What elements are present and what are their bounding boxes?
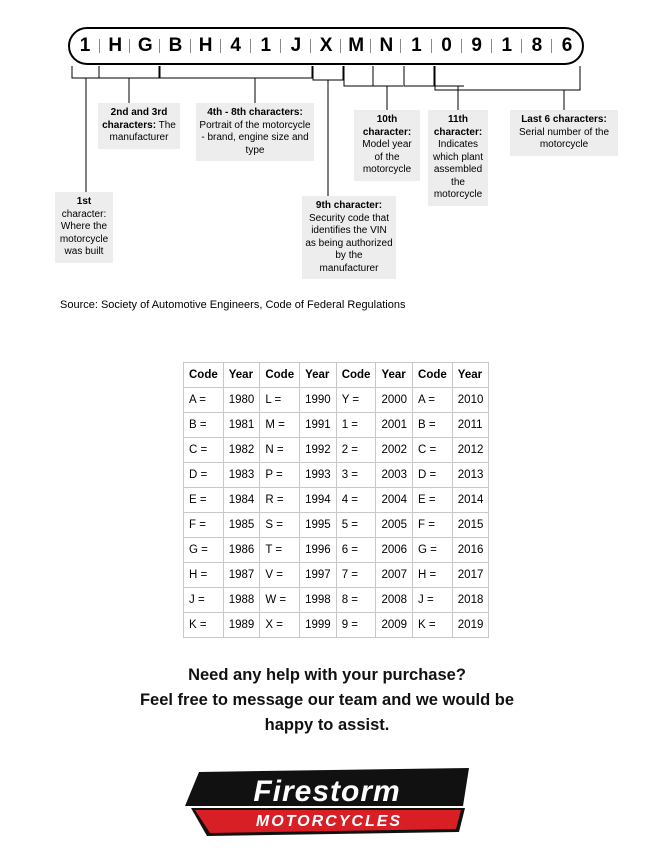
year-cell: 2014 [452, 488, 489, 513]
code-cell: S = [260, 513, 300, 538]
callout-11th-character [428, 110, 488, 206]
table-row [184, 538, 489, 563]
callout-10th-body: Model year of the motorcycle [362, 139, 412, 175]
help-line-2: Feel free to message our team and we would be [139, 691, 515, 709]
year-cell: 1997 [300, 563, 337, 588]
year-cell: 2015 [452, 513, 489, 538]
callout-9th-title: 9th character: [315, 200, 383, 211]
code-cell: 7 = [336, 563, 376, 588]
code-cell: 3 = [336, 463, 376, 488]
year-cell: 1992 [300, 438, 337, 463]
code-cell: 5 = [336, 513, 376, 538]
code-cell: J = [184, 588, 224, 613]
year-cell: 2006 [376, 538, 413, 563]
code-cell: G = [184, 538, 224, 563]
table-row [184, 588, 489, 613]
year-cell: 1995 [300, 513, 337, 538]
table-row [184, 438, 489, 463]
vin-char: 6 [561, 35, 573, 56]
column-header: Code [413, 363, 453, 388]
vin-diagram [0, 0, 654, 311]
table-header-row [184, 363, 489, 388]
code-cell: G = [413, 538, 453, 563]
year-cell: 1999 [300, 613, 337, 638]
code-cell: 9 = [336, 613, 376, 638]
year-cell: 1983 [223, 463, 260, 488]
code-cell: A = [413, 388, 453, 413]
table-row [184, 388, 489, 413]
year-cell: 2003 [376, 463, 413, 488]
vin-character-strip [68, 27, 584, 65]
code-cell: K = [184, 613, 224, 638]
code-cell: P = [260, 463, 300, 488]
help-line-1: Need any help with your purchase? [188, 666, 466, 684]
code-cell: W = [260, 588, 300, 613]
year-cell: 2005 [376, 513, 413, 538]
code-cell: T = [260, 538, 300, 563]
code-cell: F = [413, 513, 453, 538]
vin-char: 1 [401, 35, 431, 57]
year-cell: 1993 [300, 463, 337, 488]
callout-last6-title: Last 6 characters: [521, 114, 607, 125]
year-cell: 2019 [452, 613, 489, 638]
callout-last-6-characters [510, 110, 618, 156]
code-cell: 6 = [336, 538, 376, 563]
callout-10th-title: 10th character: [362, 114, 412, 138]
callout-1st-character [55, 192, 113, 263]
table-row [184, 463, 489, 488]
year-cell: 2008 [376, 588, 413, 613]
code-cell: K = [413, 613, 453, 638]
vin-char: 1 [70, 35, 100, 57]
callout-1st-title: 1st [76, 196, 92, 207]
year-cell: 2013 [452, 463, 489, 488]
logo-brand-text: Firestorm [253, 775, 401, 808]
year-cell: 2016 [452, 538, 489, 563]
code-cell: D = [413, 463, 453, 488]
year-cell: 1989 [223, 613, 260, 638]
vin-char: H [191, 35, 221, 57]
code-cell: 4 = [336, 488, 376, 513]
year-cell: 1991 [300, 413, 337, 438]
vin-char: M [341, 35, 371, 57]
callout-10th-character [354, 110, 420, 181]
code-cell: C = [184, 438, 224, 463]
vin-char: 8 [522, 35, 552, 57]
code-cell: L = [260, 388, 300, 413]
year-cell: 2012 [452, 438, 489, 463]
callout-2nd-3rd-body: The manufacturer [109, 119, 176, 143]
callout-2nd-3rd-characters [98, 103, 180, 149]
table-row [184, 563, 489, 588]
year-cell: 1990 [300, 388, 337, 413]
code-cell: V = [260, 563, 300, 588]
code-cell: H = [184, 563, 224, 588]
code-year-table [183, 362, 489, 638]
code-cell: 8 = [336, 588, 376, 613]
code-cell: E = [184, 488, 224, 513]
year-cell: 1994 [300, 488, 337, 513]
code-cell: R = [260, 488, 300, 513]
vin-char: 1 [251, 35, 281, 57]
column-header: Year [223, 363, 260, 388]
table-row [184, 613, 489, 638]
year-cell: 2011 [452, 413, 489, 438]
column-header: Code [336, 363, 376, 388]
column-header: Year [300, 363, 337, 388]
column-header: Year [452, 363, 489, 388]
column-header: Code [260, 363, 300, 388]
code-cell: B = [184, 413, 224, 438]
model-year-code-table [183, 362, 489, 638]
year-cell: 1985 [223, 513, 260, 538]
callout-4th-8th-characters [196, 103, 314, 161]
year-cell: 1996 [300, 538, 337, 563]
callout-2nd-3rd-title: 2nd and 3rd characters: [102, 107, 168, 131]
year-cell: 2007 [376, 563, 413, 588]
callout-4th-8th-title: 4th - 8th characters: [207, 107, 303, 118]
column-header: Code [184, 363, 224, 388]
year-cell: 2018 [452, 588, 489, 613]
help-line-3: happy to assist. [264, 716, 390, 734]
code-cell: N = [260, 438, 300, 463]
year-cell: 1998 [300, 588, 337, 613]
callout-9th-body: Security code that identifies the VIN as being authorized by the manufacturer [305, 212, 393, 274]
firestorm-motorcycles-logo [177, 762, 477, 842]
callout-last6-body: Serial number of the motorcycle [518, 126, 610, 150]
year-cell: 1986 [223, 538, 260, 563]
code-cell: B = [413, 413, 453, 438]
code-cell: E = [413, 488, 453, 513]
code-cell: 1 = [336, 413, 376, 438]
year-cell: 2001 [376, 413, 413, 438]
code-cell: 2 = [336, 438, 376, 463]
vin-char: 0 [432, 35, 462, 57]
table-row [184, 513, 489, 538]
code-cell: J = [413, 588, 453, 613]
year-cell: 2009 [376, 613, 413, 638]
callout-1st-body: character: Where the motorcycle was built [59, 208, 109, 257]
year-cell: 1988 [223, 588, 260, 613]
code-cell: A = [184, 388, 224, 413]
year-cell: 2010 [452, 388, 489, 413]
year-cell: 1981 [223, 413, 260, 438]
help-message [0, 663, 654, 738]
code-cell: X = [260, 613, 300, 638]
table-row [184, 488, 489, 513]
column-header: Year [376, 363, 413, 388]
vin-char: J [281, 35, 311, 57]
vin-char: X [311, 35, 341, 57]
year-cell: 2002 [376, 438, 413, 463]
code-cell: F = [184, 513, 224, 538]
year-cell: 1984 [223, 488, 260, 513]
vin-char: H [100, 35, 130, 57]
logo-subtitle-text: MOTORCYCLES [255, 813, 403, 830]
code-cell: H = [413, 563, 453, 588]
year-cell: 1982 [223, 438, 260, 463]
vin-char: 1 [492, 35, 522, 57]
callout-11th-body: Indicates which plant assembled the motorcycle [432, 139, 484, 200]
source-note: Source: Society of Automotive Engineers, Code of Federal Regulations [60, 299, 406, 311]
callout-9th-character [302, 196, 396, 279]
code-cell: Y = [336, 388, 376, 413]
code-cell: D = [184, 463, 224, 488]
year-cell: 2004 [376, 488, 413, 513]
vin-char: G [130, 35, 160, 57]
year-cell: 1987 [223, 563, 260, 588]
table-row [184, 413, 489, 438]
vin-char: B [160, 35, 190, 57]
year-cell: 2000 [376, 388, 413, 413]
table-body [184, 388, 489, 638]
year-cell: 1980 [223, 388, 260, 413]
vin-char: 4 [221, 35, 251, 57]
vin-char: N [371, 35, 401, 57]
year-cell: 2017 [452, 563, 489, 588]
code-cell: C = [413, 438, 453, 463]
vin-char: 9 [462, 35, 492, 57]
callout-11th-title: 11th character: [433, 114, 483, 138]
callout-4th-8th-body: Portrait of the motorcycle - brand, engine size and type [199, 119, 311, 156]
code-cell: M = [260, 413, 300, 438]
